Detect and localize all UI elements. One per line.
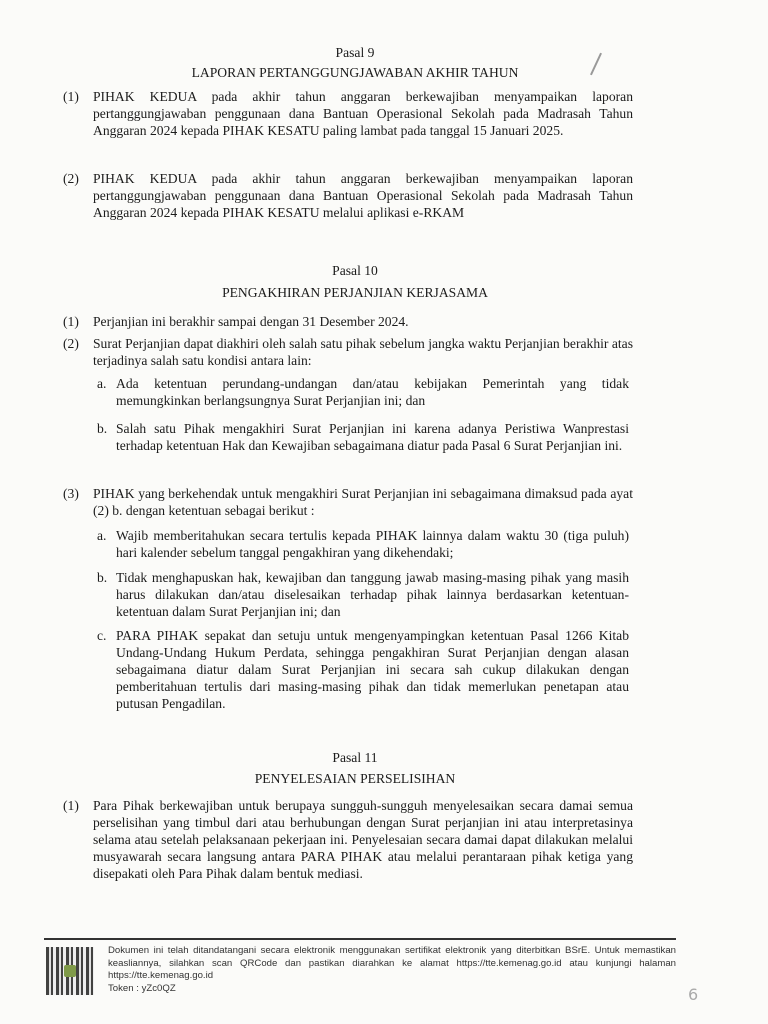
pasal-11-item-1: [63, 797, 633, 882]
pasal-10-item-3c: [97, 627, 629, 712]
sub-letter: a.: [97, 528, 107, 543]
e-signature-notice: [108, 945, 676, 995]
pasal-10-item-3b: [97, 569, 629, 620]
sub-letter: a.: [97, 376, 107, 391]
sub-text: Salah satu Pihak mengakhiri Surat Perjanjian ini karena adanya Peristiwa Wanprestasi terhadap ketentuan Hak dan Kewajiban sebagaimana diatur pada Pasal 6 Surat Perjanjian ini.: [116, 421, 629, 453]
item-text: PIHAK yang berkehendak untuk mengakhiri Surat Perjanjian ini sebagaimana dimaksud pada ayat (2) b. dengan ketentuan sebagai berikut :: [93, 486, 633, 518]
pasal-10-item-2b: [97, 420, 629, 454]
pasal-9-title: LAPORAN PERTANGGUNGJAWABAN AKHIR TAHUN: [191, 65, 519, 80]
qr-code-icon: [46, 947, 94, 995]
item-text: Para Pihak berkewajiban untuk berupaya sungguh-sungguh menyelesaikan secara damai semua perselisihan yang timbul dari atau berhubungan dengan Surat perjanjian ini atau interpretasinya selama atau setelah pelaksanaan pekerjaan ini. Penyelesaian secara damai dapat dilakukan melalui musyawarah secara langsung antara PARA PIHAK atau melalui perantaraan pihak ketiga yang disepakati oleh Para Pihak dalam bentuk mediasi.: [93, 798, 633, 881]
sub-letter: b.: [97, 421, 108, 436]
item-number: (3): [63, 486, 79, 501]
handwritten-page-number: 6: [688, 985, 699, 1004]
item-number: (1): [63, 89, 79, 104]
item-number: (1): [63, 314, 79, 329]
pasal-10-item-1: [63, 313, 633, 330]
pasal-9-heading: Pasal 9: [335, 45, 375, 60]
pasal-10-item-2: [63, 335, 633, 369]
pasal-11-heading: Pasal 11: [332, 750, 378, 765]
item-text: Perjanjian ini berakhir sampai dengan 31 Desember 2024.: [93, 314, 409, 329]
pasal-10-title: PENGAKHIRAN PERJANJIAN KERJASAMA: [222, 285, 488, 300]
sub-text: Wajib memberitahukan secara tertulis kepada PIHAK lainnya dalam waktu 30 (tiga puluh) hari kalender sebelum tanggal pengakhiran yang dikehendaki;: [116, 528, 629, 560]
pasal-10-item-3: [63, 485, 633, 519]
pasal-11-title: PENYELESAIAN PERSELISIHAN: [254, 771, 456, 786]
sub-letter: b.: [97, 570, 108, 585]
item-text: Surat Perjanjian dapat diakhiri oleh salah satu pihak sebelum jangka waktu Perjanjian berakhir atas terjadinya salah satu kondisi antara lain:: [93, 336, 633, 368]
item-text: PIHAK KEDUA pada akhir tahun anggaran berkewajiban menyampaikan laporan pertanggungjawaban penggunaan dana Bantuan Operasional Sekolah pada Madrasah Tahun Anggaran 2024 kepada PIHAK KESATU paling lambat pada tanggal 15 Januari 2025.: [93, 89, 633, 138]
item-number: (2): [63, 171, 79, 186]
item-number: (1): [63, 798, 79, 813]
signature-notice-text: Dokumen ini telah ditandatangani secara elektronik menggunakan sertifikat elektronik yang diterbitkan BSrE. Untuk memastikan keasliannya, silahkan scan QRCode dan pastikan diarahkan ke alamat https://tte.kemenag.go.id atau kunjungi halaman https://tte.kemenag.go.id: [108, 945, 676, 981]
sub-letter: c.: [97, 628, 107, 643]
item-number: (2): [63, 336, 79, 351]
signature-token: Token : yZc0QZ: [108, 982, 176, 994]
footer-divider: [44, 938, 676, 940]
sub-text: Tidak menghapuskan hak, kewajiban dan tanggung jawab masing-masing pihak yang masih harus dilakukan dan/atau diselesaikan terhadap pihak lainnya berdasarkan ketentuan-ketentuan dalam Surat Perjanjian ini; dan: [116, 570, 629, 619]
pasal-10-heading: Pasal 10: [332, 263, 378, 278]
pasal-10-item-2a: [97, 375, 629, 409]
pasal-9-item-2: [63, 170, 633, 221]
pasal-9-item-1: [63, 88, 633, 139]
sub-text: PARA PIHAK sepakat dan setuju untuk mengenyampingkan ketentuan Pasal 1266 Kitab Undang-Undang Hukum Perdata, sehingga pengakhiran Surat Perjanjian dengan alasan sebagaimana diatur dalam Surat Perjanjian ini secara sah cukup dilakukan dengan pemberitahuan tertulis dari masing-masing pihak dan tidak memerlukan penetapan atau putusan Pengadilan.: [116, 628, 629, 711]
sub-text: Ada ketentuan perundang-undangan dan/atau kebijakan Pemerintah yang tidak memungkinkan berlangsungnya Surat Perjanjian ini; dan: [116, 376, 629, 408]
pasal-10-item-3a: [97, 527, 629, 561]
item-text: PIHAK KEDUA pada akhir tahun anggaran berkewajiban menyampaikan laporan pertanggungjawaban penggunaan dana Bantuan Operasional Sekolah pada Madrasah Tahun Anggaran 2024 kepada PIHAK KESATU melalui aplikasi e-RKAM: [93, 171, 633, 220]
